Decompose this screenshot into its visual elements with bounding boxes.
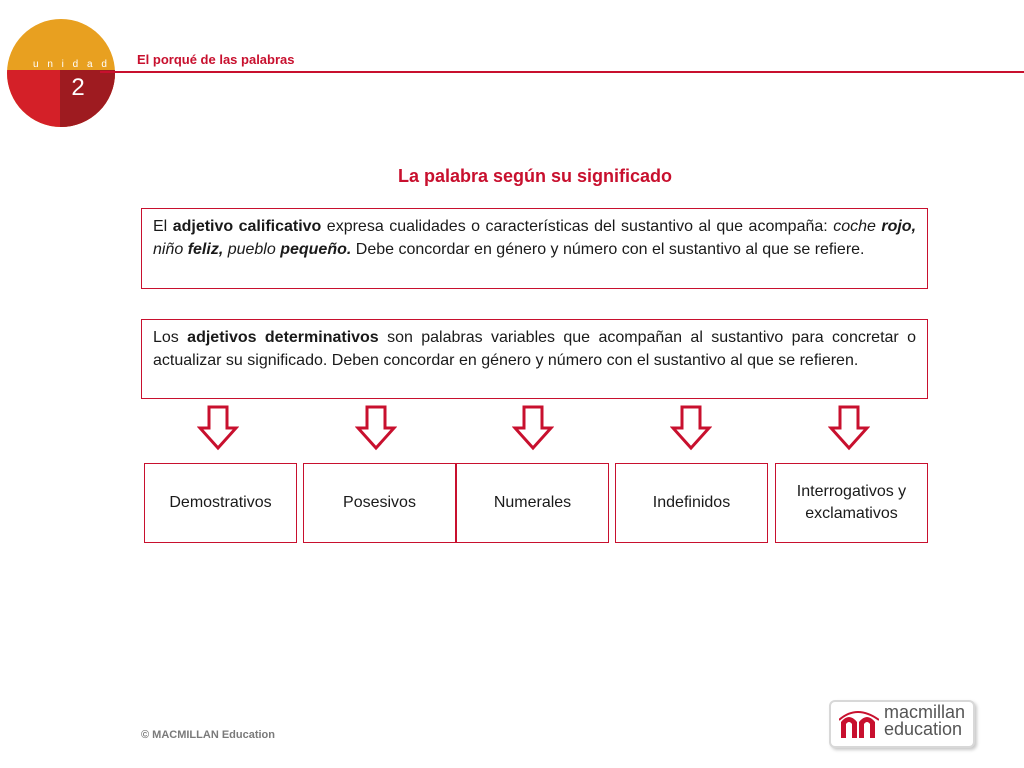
copyright-text: © MACMILLAN Education (141, 729, 275, 741)
box1-text: Debe concordar en género y número con el sustantivo al que se refiere. (351, 241, 865, 258)
category-indefinidos (615, 463, 768, 543)
unit-badge-graphic (6, 18, 116, 128)
category-label: Demostrativos (169, 494, 272, 511)
down-arrow-icon (197, 405, 239, 451)
unit-badge (6, 18, 116, 128)
category-posesivos (303, 463, 456, 543)
macmillan-logo (829, 700, 975, 748)
category-label: Posesivos (343, 494, 416, 511)
down-arrow-icon (828, 405, 870, 451)
down-arrow-icon (355, 405, 397, 451)
section-title: La palabra según su significado (397, 166, 673, 186)
box1-text: El (153, 218, 173, 235)
category-interrogativos-exclamativos (775, 463, 928, 543)
logo-wordmark (884, 704, 965, 738)
logo-line-education: education (884, 719, 963, 739)
adjetivos-determinativos-box (141, 319, 928, 399)
box1-example: pueblo (223, 241, 281, 258)
logo-line-macmillan: macmillan (884, 702, 966, 722)
down-arrow-icon (512, 405, 554, 451)
box2-text: Los (153, 329, 188, 346)
box2-text: son palabras variables que acompañan al sustantivo para concretar o actualizar su significado. Deben concordar en género y número con el sustantivo al que se refieren. (153, 329, 917, 369)
box1-example-adjective: rojo, (881, 218, 917, 235)
unit-number: 2 (71, 74, 85, 101)
box1-term: adjetivo calificativo (172, 218, 322, 235)
header-divider (100, 71, 1024, 73)
adjetivo-calificativo-box (141, 208, 928, 289)
category-label: Indefinidos (652, 494, 731, 511)
box1-text: expresa cualidades o características del sustantivo al que acompaña: (321, 218, 834, 235)
box1-example-adjective: pequeño. (280, 241, 352, 258)
down-arrow-icon (670, 405, 712, 451)
category-label: Numerales (493, 494, 572, 511)
box1-example: coche (833, 218, 882, 235)
macmillan-m-logo-icon (839, 708, 879, 742)
box1-example: niño (153, 241, 188, 258)
category-demostrativos (144, 463, 297, 543)
unit-label: u n i d a d (33, 59, 110, 70)
box1-example-adjective: feliz, (187, 241, 224, 258)
page-header-title: El porqué de las palabras (137, 52, 295, 67)
box2-term: adjetivos determinativos (187, 329, 379, 346)
category-numerales (456, 463, 609, 543)
category-label: Interrogativos y exclamativos (796, 483, 907, 522)
